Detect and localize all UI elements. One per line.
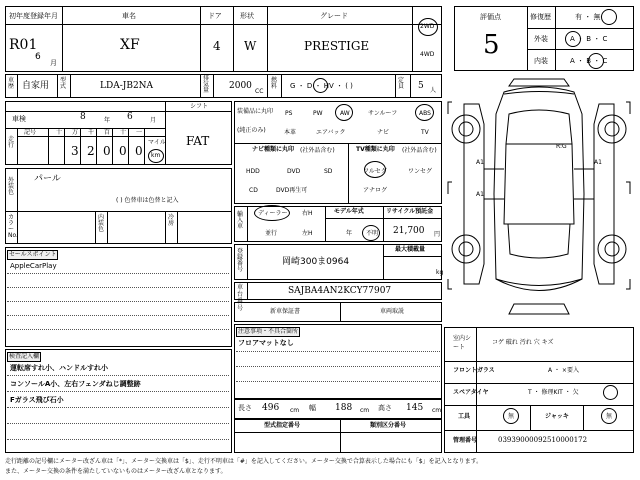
spare-items: T ・ 修理KIT ・ 欠 — [528, 389, 579, 396]
type-cert-label: 型式指定番号 — [264, 422, 301, 429]
capacity: 5 — [418, 81, 424, 91]
equipment-label: 装備品に丸印 — [237, 108, 274, 115]
plate-label: 登録番号 — [237, 248, 244, 273]
month-unit: 月 — [50, 59, 57, 67]
digit-label: 一 — [136, 129, 143, 136]
notes-label: 注意事項・不具合箇所 — [238, 328, 299, 335]
score-label: 評価点 — [480, 13, 501, 21]
seat-label: 冷房 — [168, 214, 175, 227]
equipment-sublabel: (純正のみ) — [237, 127, 266, 134]
kg-unit: kg — [436, 269, 444, 276]
recycle-label: リサイクル預託金 — [386, 208, 434, 215]
color-no-label: カラーNo. — [8, 214, 18, 239]
displacement-label: 排気量 — [203, 75, 210, 94]
left-handle: 左H — [302, 230, 313, 237]
fuel-label: 燃料 — [271, 77, 278, 90]
first-reg-era: R01 — [9, 37, 38, 53]
cc-unit: CC — [255, 88, 264, 95]
navi-sd: SD — [324, 168, 333, 175]
equip-sunroof: サンルーフ — [368, 110, 398, 117]
mileage-digit: 2 — [87, 144, 95, 158]
length-unit: cm — [290, 407, 300, 414]
equip-tv: TV — [421, 129, 429, 136]
equip-pw: PW — [313, 110, 323, 117]
model: LDA-JB2NA — [100, 81, 154, 91]
equip-ps: PS — [285, 110, 293, 117]
height: 145 — [406, 403, 424, 413]
interior-b-circle — [588, 53, 604, 69]
km-unit: km — [151, 152, 161, 159]
shape-label: 形状 — [240, 12, 254, 20]
inspection-month: 6 — [127, 112, 133, 122]
mark-a1-left-rear: A1 — [476, 191, 484, 198]
repair-label: 修復歴 — [530, 13, 551, 21]
grade-label: グレード — [320, 12, 348, 20]
vehicle-inspection-label: 車検 — [12, 115, 26, 123]
warranty-label: 新車保証書 — [270, 308, 301, 315]
digit-label: 記号 — [24, 129, 37, 136]
equip-aw: AW — [340, 110, 350, 117]
width-unit: cm — [360, 407, 370, 414]
sales-point-label: セールスポイント — [9, 251, 57, 258]
equip-navi: ナビ — [377, 129, 390, 136]
inspection-month-unit: 月 — [150, 117, 157, 124]
mileage-label: 走行 — [8, 136, 15, 149]
score: 5 — [483, 30, 500, 60]
year-unit: 年 — [104, 117, 111, 124]
max-load-label: 最大積載量 — [395, 246, 426, 253]
model-label: 型式 — [60, 77, 67, 90]
mileage-digit: 0 — [103, 144, 111, 158]
fuel-d-circle — [313, 78, 328, 93]
drive-4wd: 4WD — [420, 51, 435, 58]
first-reg-month: 6 — [35, 52, 41, 62]
inspector-line-1: 運転席すれ小、ハンドルすれ小 — [10, 364, 108, 372]
warranty-box — [234, 302, 442, 322]
fullseg-circle — [364, 161, 386, 178]
navi-dvd-play: DVD再生可 — [276, 187, 308, 194]
height-label: 高さ — [378, 404, 392, 412]
length: 496 — [262, 403, 280, 413]
mileage-digit: 3 — [71, 144, 79, 158]
model-year-unknown: 不明 — [366, 230, 379, 237]
name-label: 車名 — [122, 12, 136, 20]
dealer-circle — [254, 205, 290, 221]
tools-label: 工具 — [458, 413, 471, 420]
category: 自家用 — [22, 81, 50, 91]
exterior-label: 外装 — [534, 35, 548, 43]
navi-sub: (社外品含む) — [300, 147, 335, 154]
header-table — [5, 6, 442, 72]
repair-options: 有 ・ 無 — [575, 13, 601, 21]
inspector-line-2: コンソールA小、左右フェンダねじ調整跡 — [10, 380, 141, 388]
abs-circle — [415, 104, 434, 121]
exterior-options: A ・ B ・ C — [570, 35, 608, 43]
navi-dvd: DVD — [287, 168, 301, 175]
front-glass-label: フロントガラス — [453, 367, 495, 374]
displacement: 2000 — [229, 81, 252, 91]
exterior-a-circle — [565, 31, 581, 47]
recycle-amount: 21,700 — [393, 226, 425, 236]
first-reg-label: 初年度登録年月 — [9, 12, 58, 20]
import-label: 輸入車 — [237, 211, 244, 230]
tv-sub: (社外品含む) — [402, 147, 437, 154]
interior-color-label: 内装色 — [98, 214, 105, 233]
inspector-label: 検査記入欄 — [9, 353, 40, 360]
equip-abs: ABS — [419, 110, 431, 117]
navi-label: ナビ種類に丸印 — [252, 146, 295, 153]
navi-cd: CD — [249, 187, 258, 194]
color-note: ( ) 色替車は色替と記入 — [116, 197, 179, 204]
digit-label: 万 — [72, 129, 79, 136]
notes-text: フロアマットなし — [238, 339, 294, 347]
yen-unit: 円 — [434, 231, 441, 238]
height-unit: cm — [432, 407, 442, 414]
digit-label: 百 — [104, 129, 111, 136]
mile-unit: マイル — [148, 139, 166, 146]
front-glass-items: A ・ ×要入 — [548, 367, 579, 374]
door-label: ドア — [208, 12, 222, 20]
tools-value: 無 — [508, 413, 515, 420]
equip-leather: 本革 — [284, 129, 297, 136]
digit-label: 十 — [120, 129, 127, 136]
model-year-label: モデル年式 — [334, 208, 364, 215]
equip-airbag: エアバック — [316, 129, 346, 136]
inspection-year: 8 — [80, 112, 86, 122]
exterior-color-label: 外装色 — [8, 177, 15, 196]
aw-circle — [335, 104, 353, 121]
doors: 4 — [213, 39, 221, 53]
shape: W — [244, 39, 257, 53]
mark-a1-left: A1 — [476, 159, 484, 166]
mark-a1-right: A1 — [594, 159, 602, 166]
mark-rg: R:G — [556, 143, 567, 150]
interior-options: A ・ B ・ C — [570, 57, 608, 65]
chassis-label: 車台番号 — [237, 284, 244, 312]
repair-none-circle — [601, 9, 617, 25]
capacity-unit: 人 — [430, 87, 437, 94]
shift-label: シフト — [190, 103, 209, 110]
footer-line-2: また、メーター交換の条件を満たしていないものはメーター改ざん車となります。 — [5, 468, 227, 475]
width-label: 幅 — [309, 404, 316, 412]
mileage-digit: 0 — [135, 144, 143, 158]
digit-label: 十 — [56, 129, 63, 136]
sales-point-text: AppleCarPlay — [10, 262, 57, 270]
jack-none-circle — [601, 408, 617, 424]
capacity-label: 定員 — [398, 77, 405, 90]
fuel-options: G ・ D ・ HV ・ ( ) — [290, 82, 353, 90]
navi-hdd: HDD — [246, 168, 260, 175]
interior-seat-label: 室内シート — [453, 335, 472, 351]
tools-none-circle — [503, 408, 519, 424]
inspector-line-3: Fガラス飛び石小 — [10, 396, 64, 404]
car-name: XF — [120, 37, 140, 53]
plate: 岡崎300ま0964 — [282, 257, 350, 267]
footer-line-1: 走行距離の記号欄にメーター改ざん車は「*」、メーター交換車は「$」、走行不明車は「#」を記入してください。メーター交換で合算表示した場合にも「$」を記入となります。 — [5, 458, 483, 465]
mgmt-number: 03939000092510000172 — [498, 436, 588, 444]
category-label: 車歴 — [8, 77, 15, 90]
model-year-unit: 年 — [346, 230, 353, 237]
class-label: 類別区分番号 — [370, 422, 407, 429]
spare-none-circle — [603, 385, 618, 400]
tv-oneseg: ワンセグ — [408, 168, 433, 175]
dealer: ディーラー — [258, 210, 288, 217]
exterior-color: パール — [34, 174, 61, 184]
car-diagram — [444, 74, 634, 325]
chassis: SAJBA4AN2KCY77907 — [288, 286, 392, 296]
right-handle: 右H — [302, 210, 313, 217]
mgmt-label: 管理番号 — [453, 437, 478, 444]
drive-2wd: 2WD — [420, 23, 435, 30]
grade: PRESTIGE — [304, 39, 370, 53]
manual-label: 車両取説 — [380, 308, 405, 315]
mileage-digit: 0 — [119, 144, 127, 158]
length-label: 長さ — [238, 404, 252, 412]
spare-label: スペアタイヤ — [453, 389, 489, 396]
width: 188 — [335, 403, 353, 413]
interior-label: 内装 — [534, 57, 548, 65]
jack-label: ジャッキ — [545, 413, 569, 420]
jack-value: 無 — [606, 413, 613, 420]
tv-fullseg: フルセグ — [363, 168, 387, 175]
interior-seat-items: コゲ 破れ 汚れ 穴 キズ — [492, 339, 554, 346]
tv-label: TV種類に丸印 — [356, 146, 395, 153]
tv-analog: アナログ — [363, 187, 388, 194]
unknown-circle — [362, 225, 380, 241]
digit-label: 千 — [88, 129, 95, 136]
shift: FAT — [186, 134, 210, 148]
parallel: 並行 — [265, 230, 278, 237]
